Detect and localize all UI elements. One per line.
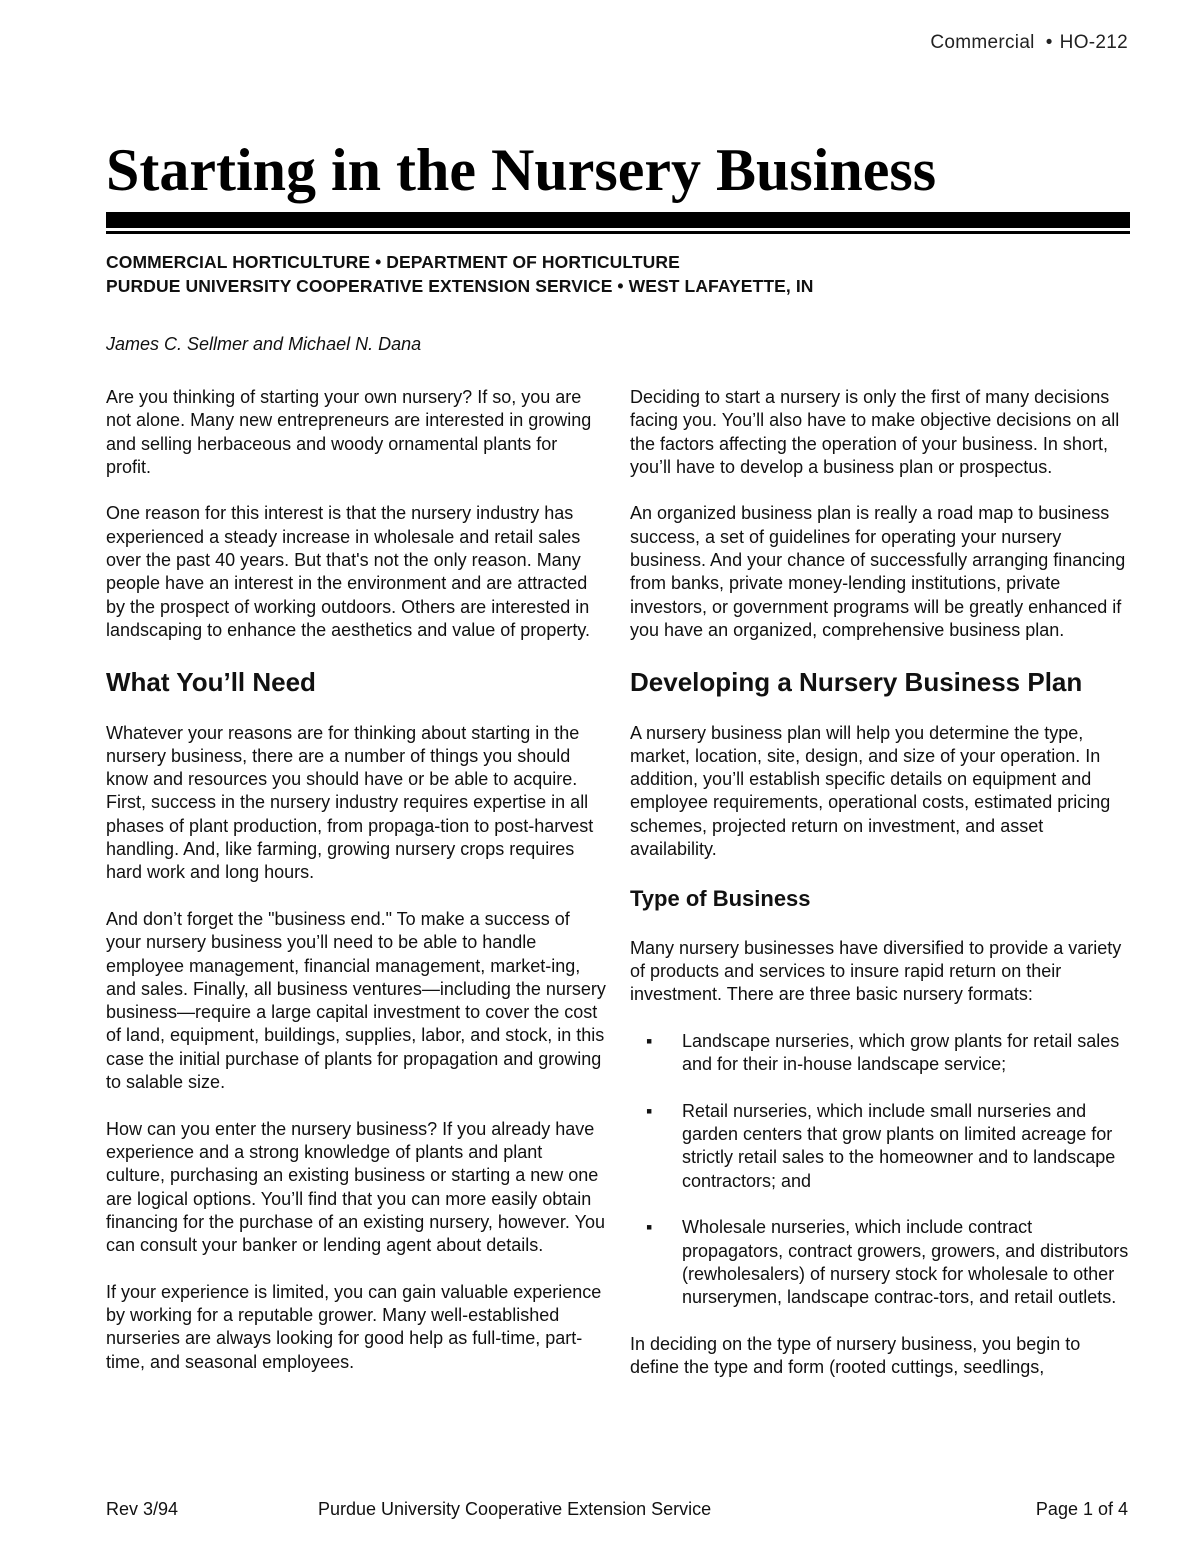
bullet-icon: ▪ — [646, 1100, 653, 1121]
paragraph: One reason for this interest is that the nursery industry has experienced a steady increase in wholesale and retail sales over the past 40 years. But that's not the only reason. Many people have an interest in the environment and are attracted by the prospect of working outdoors. Others are interested in landscaping to enhance the aesthetics and value of property. — [106, 503, 590, 640]
header-category: Commercial — [930, 32, 1035, 53]
list-item — [630, 1216, 1130, 1309]
paragraph: An organized business plan is really a road map to business success, a set of guidelines for operating your nursery business. And your chance of successfully arranging financing from banks, private money-lending institutions, private investors, or government programs will be greatly enhanced if you have an organized, comprehensive business plan. — [630, 503, 1126, 640]
list-item — [630, 1030, 1130, 1077]
list-item — [630, 1100, 1130, 1193]
title-rule-thin — [106, 231, 1130, 234]
list-item-text: Wholesale nurseries, which include contract propagators, contract growers, growers, and distributors (rewholesalers) of nursery stock for wholesale to other nurserymen, landscape contrac-tors, and retail outlets. — [682, 1217, 1129, 1308]
bullet-icon: ▪ — [646, 1217, 653, 1238]
right-column — [630, 386, 1130, 1403]
paragraph: And don’t forget the "business end." To make a success of your nursery business you’ll need to be able to handle employee management, financial management, market-ing, and sales. Finally, all business ventures—including the nursery business—require a large capital investment to cover the cost of land, equipment, buildings, supplies, labor, and stock, in this case the initial purchase of plants for propagation and growing to salable size. — [106, 908, 606, 1093]
paragraph: A nursery business plan will help you determine the type, market, location, site, design, and size of your operation. In addition, you’ll establish specific details on equipment and employee requirements, operational costs, estimated pricing schemes, projected return on investment, and asset availability. — [630, 722, 1111, 860]
list-item-text: Landscape nurseries, which grow plants for retail sales and for their in-house landscape service; — [682, 1030, 1120, 1075]
title-rule-thick — [106, 212, 1130, 228]
footer-publisher: Purdue University Cooperative Extension Service — [318, 1499, 712, 1519]
page-header — [930, 32, 1128, 54]
header-separator: • — [1045, 32, 1053, 53]
footer-revision: Rev 3/94 — [106, 1499, 179, 1519]
section-heading-business-plan: Developing a Nursery Business Plan — [630, 666, 1083, 697]
organization-block — [106, 250, 814, 298]
nursery-formats-list — [630, 1030, 1130, 1310]
header-code: HO-212 — [1059, 32, 1128, 53]
paragraph: Whatever your reasons are for thinking about starting in the nursery business, there are a number of things you should know and resources you should have or be able to acquire. First, success in the nursery industry requires expertise in all phases of plant production, from propaga-tion to post-harvest handling. And, like farming, growing nursery crops requires hard work and long hours. — [106, 722, 594, 883]
subsection-heading-type-of-business: Type of Business — [630, 885, 811, 911]
footer-page-number: Page 1 of 4 — [1035, 1499, 1128, 1519]
paragraph: Deciding to start a nursery is only the first of many decisions facing you. You’ll also have to make objective decisions on all the factors affecting the operation of your business. In short, you’ll have to develop a business plan or prospectus. — [630, 387, 1120, 477]
document-title: Starting in the Nursery Business — [106, 137, 937, 203]
bullet-icon: ▪ — [646, 1030, 653, 1051]
paragraph: Many nursery businesses have diversified to provide a variety of products and services to insure rapid return on their investment. There are three basic nursery formats: — [630, 937, 1122, 1005]
left-column — [106, 386, 606, 1397]
paragraph: In deciding on the type of nursery business, you begin to define the type and form (rooted cuttings, seedlings, — [630, 1333, 1081, 1377]
section-heading-what-youll-need: What You’ll Need — [106, 666, 316, 697]
paragraph: If your experience is limited, you can gain valuable experience by working for a reputable grower. Many well-established nurseries are always looking for good help as full-time, part-time, and seasonal employees. — [106, 1281, 602, 1372]
authors: James C. Sellmer and Michael N. Dana — [106, 334, 422, 354]
list-item-text: Retail nurseries, which include small nurseries and garden centers that grow plants on limited acreage for strictly retail sales to the homeowner and to landscape contractors; and — [682, 1100, 1116, 1191]
paragraph: How can you enter the nursery business? If you already have experience and a strong knowledge of plants and plant culture, purchasing an existing business or starting a new one are logical options. You’ll find that you can more easily obtain financing for the purchase of an existing nursery, however. You can consult your banker or lending agent about details. — [106, 1118, 605, 1256]
organization-line-1: COMMERCIAL HORTICULTURE • DEPARTMENT OF HORTICULTURE — [106, 252, 680, 272]
organization-line-2: PURDUE UNIVERSITY COOPERATIVE EXTENSION SERVICE • WEST LAFAYETTE, IN — [106, 276, 814, 296]
paragraph: Are you thinking of starting your own nursery? If so, you are not alone. Many new entrepreneurs are interested in growing and selling herbaceous and woody ornamental plants for profit. — [106, 387, 592, 477]
